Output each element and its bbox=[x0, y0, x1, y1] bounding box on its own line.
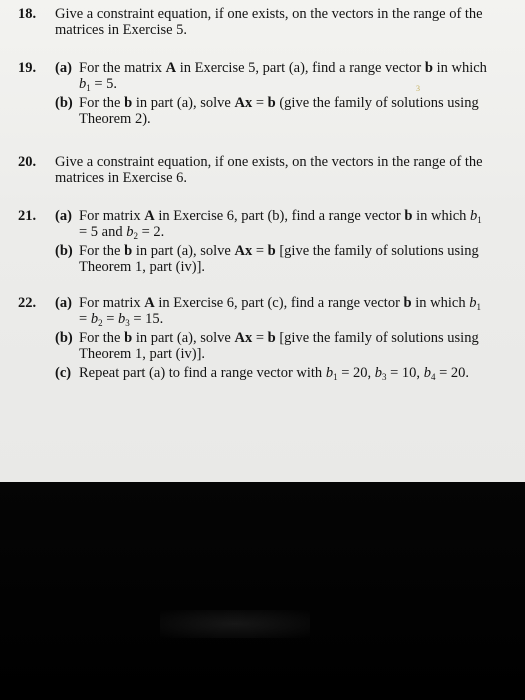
exercise-21-part-a bbox=[55, 208, 488, 240]
exercise-22 bbox=[18, 295, 488, 381]
part-text: For the matrix A in Exercise 5, part (a), find a range vector b in which $b_1 = 5$. bbox=[79, 60, 487, 93]
screen-glare bbox=[160, 610, 310, 638]
exercise-22-part-b bbox=[55, 330, 488, 362]
exercise-21 bbox=[18, 208, 488, 275]
exercise-21-part-b bbox=[55, 243, 488, 275]
exercise-text: Give a constraint equation, if one exists, on the vectors in the range of the matrices in Exercise 6. bbox=[55, 154, 483, 186]
part-text: For the b in part (a), solve Ax = b [give the family of solutions using Theorem 1, part (iv)]. bbox=[79, 330, 479, 362]
exercise-18 bbox=[18, 6, 488, 38]
part-label: (b) bbox=[55, 243, 73, 259]
exercise-number: 21. bbox=[18, 208, 37, 224]
exercise-19-part-b bbox=[55, 95, 488, 127]
part-text: Repeat part (a) to find a range vector with $b_1 = 20$, $b_3 = 10$, $b_4 = 20$. bbox=[79, 365, 469, 382]
exercise-text: Give a constraint equation, if one exists, on the vectors in the range of the matrices in Exercise 5. bbox=[55, 6, 483, 38]
part-label: (b) bbox=[55, 95, 73, 111]
exercise-number: 19. bbox=[18, 60, 37, 76]
exercise-number: 22. bbox=[18, 295, 37, 311]
part-label: (a) bbox=[55, 208, 72, 224]
exercise-22-part-c bbox=[55, 365, 488, 381]
exercise-22-part-a bbox=[55, 295, 488, 327]
part-label: (b) bbox=[55, 330, 73, 346]
exercise-number: 20. bbox=[18, 154, 37, 170]
part-text: For the b in part (a), solve Ax = b (give the family of solutions using Theorem 2). bbox=[79, 95, 479, 127]
part-label: (a) bbox=[55, 60, 72, 76]
exercise-19 bbox=[18, 60, 488, 127]
exercise-number: 18. bbox=[18, 6, 37, 22]
part-label: (a) bbox=[55, 295, 72, 311]
exercise-20 bbox=[18, 154, 488, 186]
part-text: For matrix A in Exercise 6, part (c), find a range vector b in which $b_1 = b_2 = b_3 = 15$. bbox=[79, 295, 481, 328]
exercise-19-part-a bbox=[55, 60, 488, 92]
part-text: For the b in part (a), solve Ax = b [give the family of solutions using Theorem 1, part (iv)]. bbox=[79, 243, 479, 275]
part-text: For matrix A in Exercise 6, part (b), find a range vector b in which $b_1 = 5$ and $b_2 = 2$. bbox=[79, 208, 482, 241]
part-label: (c) bbox=[55, 365, 72, 381]
dark-background bbox=[0, 482, 525, 700]
pencil-mark: 3 bbox=[416, 84, 420, 93]
